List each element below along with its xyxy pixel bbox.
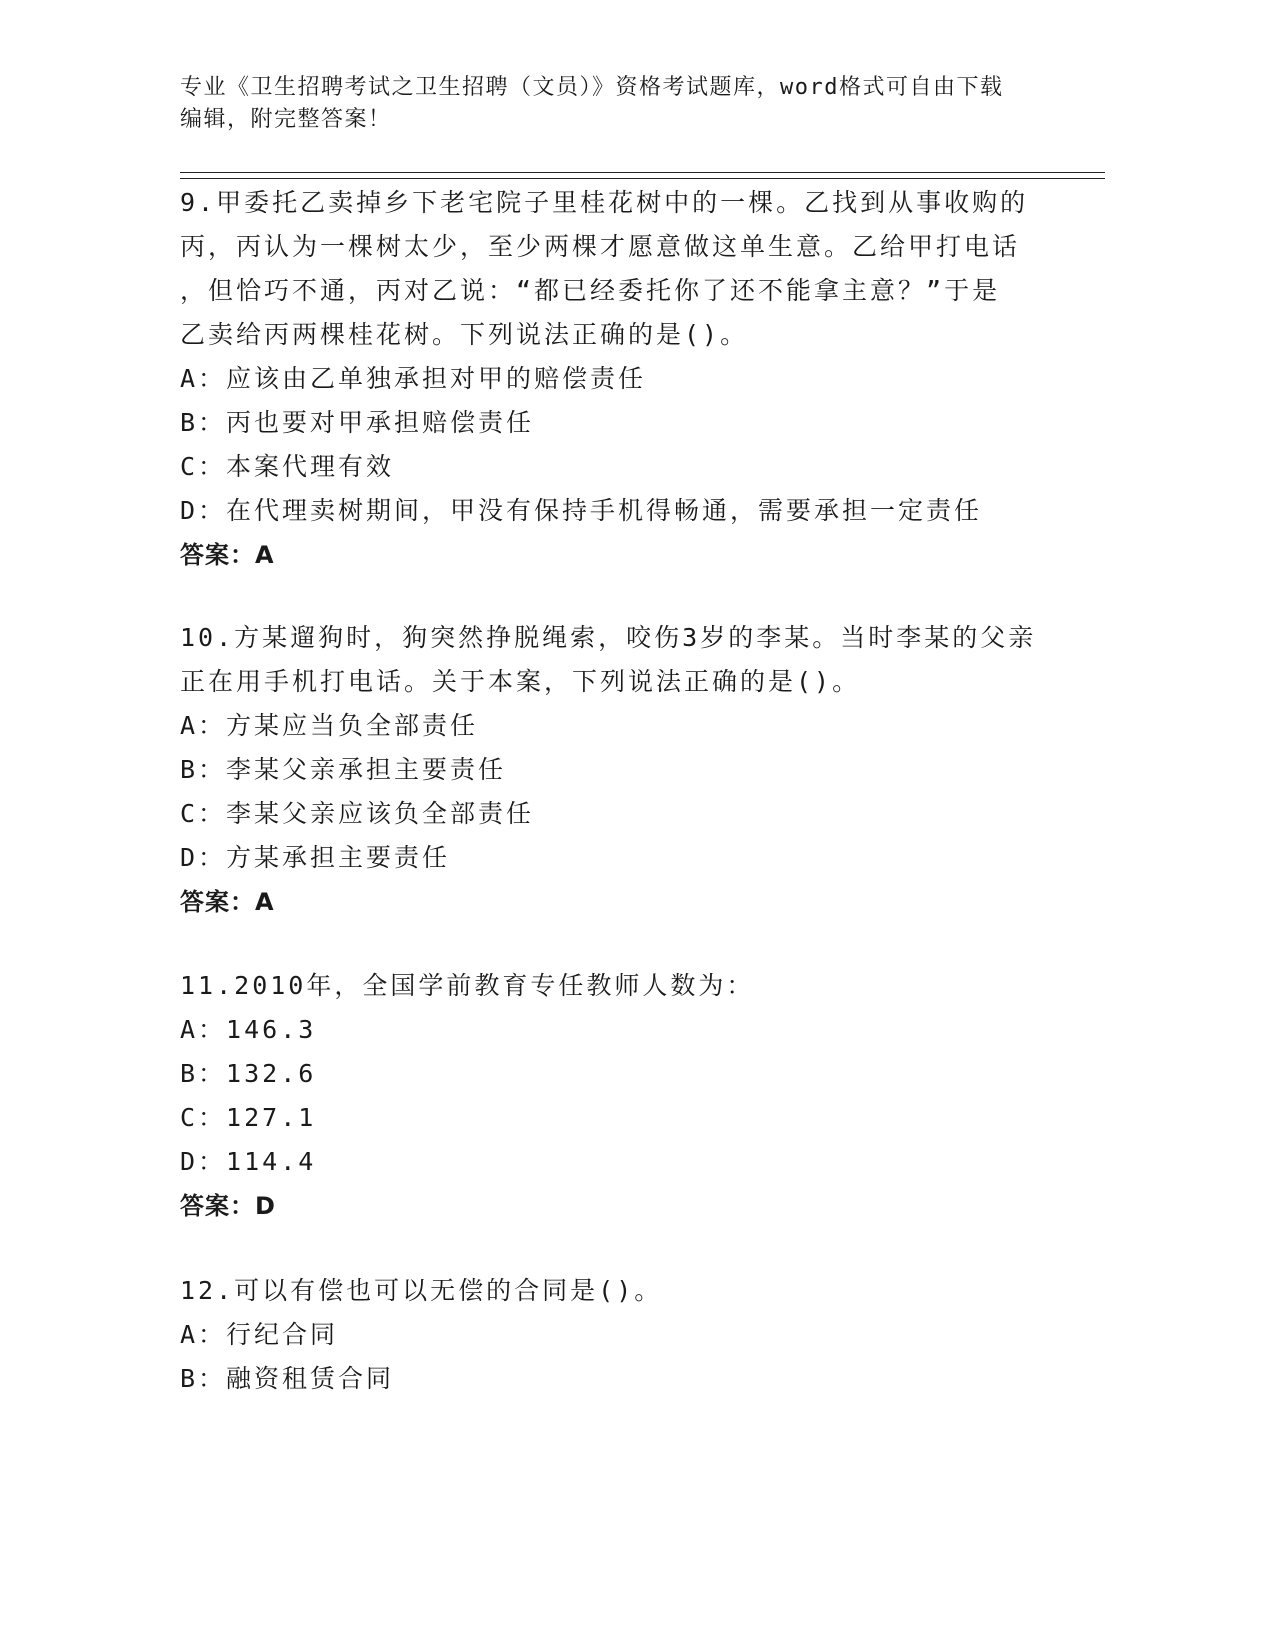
question-stem-line: 12.可以有偿也可以无偿的合同是()。	[180, 1276, 663, 1305]
option-d: D：在代理卖树期间，甲没有保持手机得畅通，需要承担一定责任	[180, 496, 983, 525]
question-stem-line: 乙卖给丙两棵桂花树。下列说法正确的是()。	[180, 320, 749, 349]
question-stem-line: 正在用手机打电话。关于本案，下列说法正确的是()。	[180, 667, 861, 696]
answer: 答案：D	[180, 1192, 276, 1220]
header-line-2: 编辑，附完整答案！	[180, 107, 392, 132]
answer: 答案：A	[180, 888, 275, 916]
document-header	[180, 72, 1040, 136]
question-10	[180, 616, 1060, 924]
header-divider-top	[180, 172, 1105, 173]
question-12	[180, 1269, 1060, 1401]
option-b: B：132.6	[180, 1059, 317, 1088]
option-b: B：融资租赁合同	[180, 1364, 395, 1393]
option-c: C：李某父亲应该负全部责任	[180, 799, 535, 828]
option-a: A：应该由乙单独承担对甲的赔偿责任	[180, 364, 647, 393]
question-stem-line: 丙，丙认为一棵树太少，至少两棵才愿意做这单生意。乙给甲打电话	[180, 232, 1021, 261]
question-11	[180, 964, 1060, 1228]
question-stem-line: ，但恰巧不通，丙对乙说：“都已经委托你了还不能拿主意？”于是	[180, 276, 1001, 305]
question-stem-line: 9.甲委托乙卖掉乡下老宅院子里桂花树中的一棵。乙找到从事收购的	[180, 188, 1029, 217]
option-d: D：114.4	[180, 1147, 317, 1176]
option-a: A：行纪合同	[180, 1320, 339, 1349]
option-b: B：李某父亲承担主要责任	[180, 755, 507, 784]
question-9	[180, 181, 1060, 577]
option-d: D：方某承担主要责任	[180, 843, 451, 872]
option-b: B：丙也要对甲承担赔偿责任	[180, 408, 535, 437]
header-divider-bottom	[180, 178, 1105, 179]
header-line-1: 专业《卫生招聘考试之卫生招聘（文员）》资格考试题库，word格式可自由下载	[180, 75, 1004, 100]
option-a: A：方某应当负全部责任	[180, 711, 479, 740]
option-c: C：本案代理有效	[180, 452, 395, 481]
question-stem-line: 11.2010年，全国学前教育专任教师人数为：	[180, 971, 755, 1000]
question-stem-line: 10.方某遛狗时，狗突然挣脱绳索，咬伤3岁的李某。当时李某的父亲	[180, 623, 1037, 652]
option-a: A：146.3	[180, 1015, 317, 1044]
option-c: C：127.1	[180, 1103, 317, 1132]
answer: 答案：A	[180, 541, 275, 569]
